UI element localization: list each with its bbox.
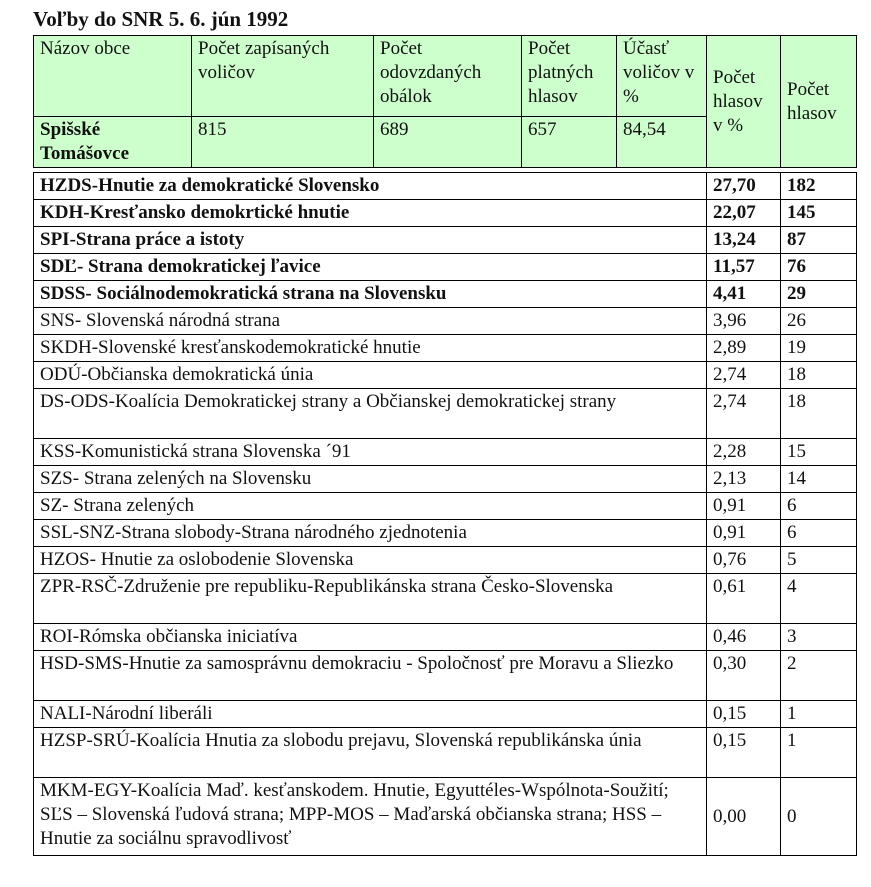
party-votes: 3 — [781, 624, 857, 651]
party-row — [34, 574, 857, 624]
party-row — [34, 173, 857, 200]
party-name: HZOS- Hnutie za oslobodenie Slovenska — [34, 547, 707, 574]
summary-zapisanych: 815 — [192, 117, 374, 168]
party-row — [34, 389, 857, 439]
party-row — [34, 466, 857, 493]
party-percent: 0,91 — [707, 520, 781, 547]
party-percent: 3,96 — [707, 308, 781, 335]
party-row — [34, 281, 857, 308]
party-name: ROI-Rómska občianska iniciatíva — [34, 624, 707, 651]
party-percent: 13,24 — [707, 227, 781, 254]
party-row — [34, 308, 857, 335]
party-name: ODÚ-Občianska demokratická únia — [34, 362, 707, 389]
party-name: NALI-Národní liberáli — [34, 701, 707, 728]
party-votes: 26 — [781, 308, 857, 335]
party-name: SZS- Strana zelených na Slovensku — [34, 466, 707, 493]
party-votes: 145 — [781, 200, 857, 227]
party-percent: 2,74 — [707, 389, 781, 439]
party-percent: 2,28 — [707, 439, 781, 466]
party-row — [34, 520, 857, 547]
party-row — [34, 254, 857, 281]
party-votes: 87 — [781, 227, 857, 254]
summary-platnych: 657 — [522, 117, 617, 168]
party-percent: 2,89 — [707, 335, 781, 362]
summary-ucast: 84,54 — [617, 117, 707, 168]
page-title: Voľby do SNR 5. 6. jún 1992 — [33, 7, 289, 31]
party-votes: 1 — [781, 701, 857, 728]
header-ucast: Účasť voličov v % — [617, 36, 707, 117]
party-votes: 76 — [781, 254, 857, 281]
party-name: SPI-Strana práce a istoty — [34, 227, 707, 254]
party-name: SSL-SNZ-Strana slobody-Strana národného zjednotenia — [34, 520, 707, 547]
party-votes: 182 — [781, 173, 857, 200]
party-percent: 0,91 — [707, 493, 781, 520]
party-name: HZDS-Hnutie za demokratické Slovensko — [34, 173, 707, 200]
header-pocet-pct: Počet hlasov v % — [707, 36, 781, 168]
header-odovzdanych: Počet odovzdaných obálok — [374, 36, 522, 117]
summary-obec: Spišské Tomášovce — [34, 117, 192, 168]
party-percent: 0,30 — [707, 651, 781, 701]
party-votes: 19 — [781, 335, 857, 362]
summary-odovzdanych: 689 — [374, 117, 522, 168]
party-votes: 6 — [781, 520, 857, 547]
party-votes: 14 — [781, 466, 857, 493]
party-name: SZ- Strana zelených — [34, 493, 707, 520]
party-votes: 0 — [781, 778, 857, 856]
party-name: ZPR-RSČ-Združenie pre republiku-Republikánska strana Česko-Slovenska — [34, 574, 707, 624]
party-votes: 15 — [781, 439, 857, 466]
party-row — [34, 200, 857, 227]
party-row — [34, 439, 857, 466]
party-row — [34, 547, 857, 574]
header-platnych: Počet platných hlasov — [522, 36, 617, 117]
party-row — [34, 493, 857, 520]
party-row — [34, 701, 857, 728]
results-table — [33, 35, 857, 856]
party-name: HZSP-SRÚ-Koalícia Hnutia za slobodu prejavu, Slovenská republikánska únia — [34, 728, 707, 778]
results-table-wrapper — [33, 35, 856, 856]
party-percent: 0,15 — [707, 701, 781, 728]
party-percent: 0,76 — [707, 547, 781, 574]
header-pocet: Počet hlasov — [781, 36, 857, 168]
party-votes: 5 — [781, 547, 857, 574]
party-row — [34, 362, 857, 389]
party-percent: 2,74 — [707, 362, 781, 389]
party-percent: 11,57 — [707, 254, 781, 281]
party-name: SDĽ- Strana demokratickej ľavice — [34, 254, 707, 281]
party-row — [34, 335, 857, 362]
party-percent: 0,15 — [707, 728, 781, 778]
party-name: HSD-SMS-Hnutie za samosprávnu demokraciu - Spoločnosť pre Moravu a Sliezko — [34, 651, 707, 701]
party-name: MKM-EGY-Koalícia Maď. kesťanskodem. Hnutie, Egyuttéles-Wspólnota-Soužití; SĽS – Slovenská ľudová strana; MPP-MOS – Maďarská občianska strana; HSS – Hnutie za sociálnu spravodlivosť — [34, 778, 707, 856]
party-name: SNS- Slovenská národná strana — [34, 308, 707, 335]
party-percent: 27,70 — [707, 173, 781, 200]
header-row — [34, 36, 857, 117]
party-percent: 0,00 — [707, 778, 781, 856]
party-votes: 1 — [781, 728, 857, 778]
party-name: DS-ODS-Koalícia Demokratickej strany a Občianskej demokratickej strany — [34, 389, 707, 439]
party-percent: 0,61 — [707, 574, 781, 624]
party-name: KDH-Kresťansko demokrtické hnutie — [34, 200, 707, 227]
party-row — [34, 778, 857, 856]
party-row — [34, 728, 857, 778]
party-row — [34, 227, 857, 254]
party-percent: 4,41 — [707, 281, 781, 308]
party-votes: 29 — [781, 281, 857, 308]
party-votes: 18 — [781, 389, 857, 439]
party-name: SDSS- Sociálnodemokratická strana na Slovensku — [34, 281, 707, 308]
party-name: SKDH-Slovenské kresťanskodemokratické hnutie — [34, 335, 707, 362]
party-percent: 0,46 — [707, 624, 781, 651]
party-row — [34, 624, 857, 651]
party-votes: 18 — [781, 362, 857, 389]
party-votes: 2 — [781, 651, 857, 701]
party-row — [34, 651, 857, 701]
party-percent: 22,07 — [707, 200, 781, 227]
party-percent: 2,13 — [707, 466, 781, 493]
header-obec: Názov obce — [34, 36, 192, 117]
party-votes: 4 — [781, 574, 857, 624]
party-votes: 6 — [781, 493, 857, 520]
header-zapisanych: Počet zapísaných voličov — [192, 36, 374, 117]
party-name: KSS-Komunistická strana Slovenska ´91 — [34, 439, 707, 466]
